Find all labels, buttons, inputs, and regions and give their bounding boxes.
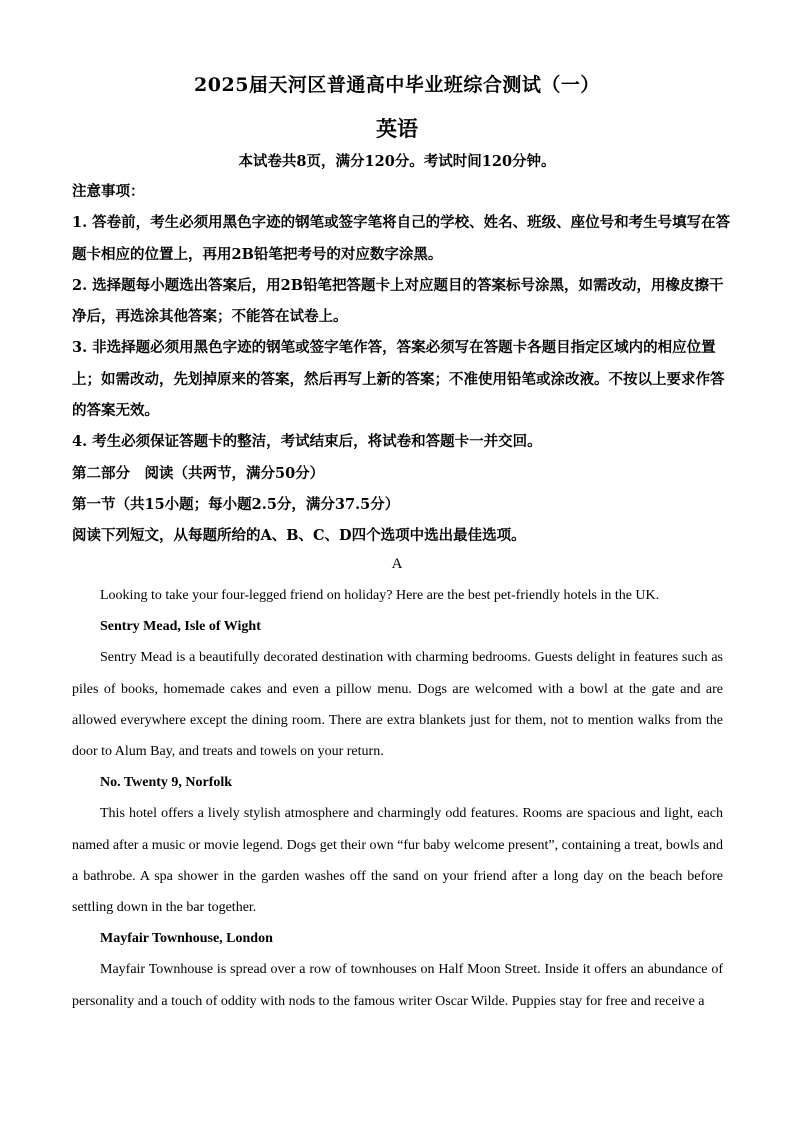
- notice-item-2: 2. 选择题每小题选出答案后，用2B铅笔把答题卡上对应题目的答案标号涂黑，如需改动，用橡皮擦干净后，再选涂其他答案；不能答在试卷上。: [72, 276, 724, 326]
- instructions-block: [72, 176, 732, 552]
- hotel-description: This hotel offers a lively stylish atmosphere and charmingly odd features. Rooms are spacious and light, each named after a music or movie legend. Dogs get their own “fur baby welcome present”, containing a treat, bowls and a bathrobe. A spa shower in the garden washes off the sand on your friend after a long day on the beach before settling down in the bar together.: [72, 806, 723, 916]
- notice-item-1: 1. 答卷前，考生必须用黑色字迹的钢笔或签字笔将自己的学校、姓名、班级、座位号和考生号填写在答题卡相应的位置上，再用2B铅笔把考号的对应数字涂黑。: [72, 214, 731, 263]
- notice-heading: 注意事项：: [72, 183, 145, 200]
- notice-item-3: 3. 非选择题必须用黑色字迹的钢笔或签字笔作答，答案必须写在答题卡各题目指定区域内的相应位置上；如需改动，先划掉原来的答案，然后再写上新的答案；不准使用铅笔或涂改液。不按以上要求作答的答案无效。: [72, 339, 725, 420]
- hotel-name: No. Twenty 9, Norfolk: [100, 775, 233, 791]
- exam-title: 2025届天河区普通高中毕业班综合测试（一）: [194, 74, 600, 96]
- section-title: 第一节（共15小题；每小题2.5分，满分37.5分）: [72, 495, 400, 513]
- hotel-name: Sentry Mead, Isle of Wight: [100, 619, 261, 635]
- exam-info: 本试卷共8页，满分120分。考试时间120分钟。: [238, 153, 556, 170]
- hotel-description: Mayfair Townhouse is spread over a row of townhouses on Half Moon Street. Inside it offers an abundance of personality and a touch of oddity with nods to the famous writer Oscar Wilde. Puppies stay for free and receive a: [72, 962, 723, 1009]
- notice-item-4: 4. 考生必须保证答题卡的整洁，考试结束后，将试卷和答题卡一并交回。: [72, 433, 542, 451]
- passage-body: [72, 580, 723, 1017]
- subject-title: 英语: [376, 116, 418, 141]
- part-title: 第二部分 阅读（共两节，满分50分）: [72, 464, 325, 482]
- hotel-name: Mayfair Townhouse, London: [100, 931, 273, 947]
- section-instruction: 阅读下列短文，从每题所给的A、B、C、D四个选项中选出最佳选项。: [72, 527, 526, 545]
- hotel-description: Sentry Mead is a beautifully decorated destination with charming bedrooms. Guests delight in features such as piles of books, homemade cakes and even a pillow menu. Dogs are welcomed with a bowl at the gate and are allowed everywhere except the dining room. There are extra blankets just for them, not to mention walks from the door to Alum Bay, and treats and towels on your return.: [72, 650, 723, 760]
- passage-label: A: [391, 556, 403, 572]
- passage-intro: Looking to take your four-legged friend on holiday? Here are the best pet-friendly hotels in the UK.: [100, 588, 660, 603]
